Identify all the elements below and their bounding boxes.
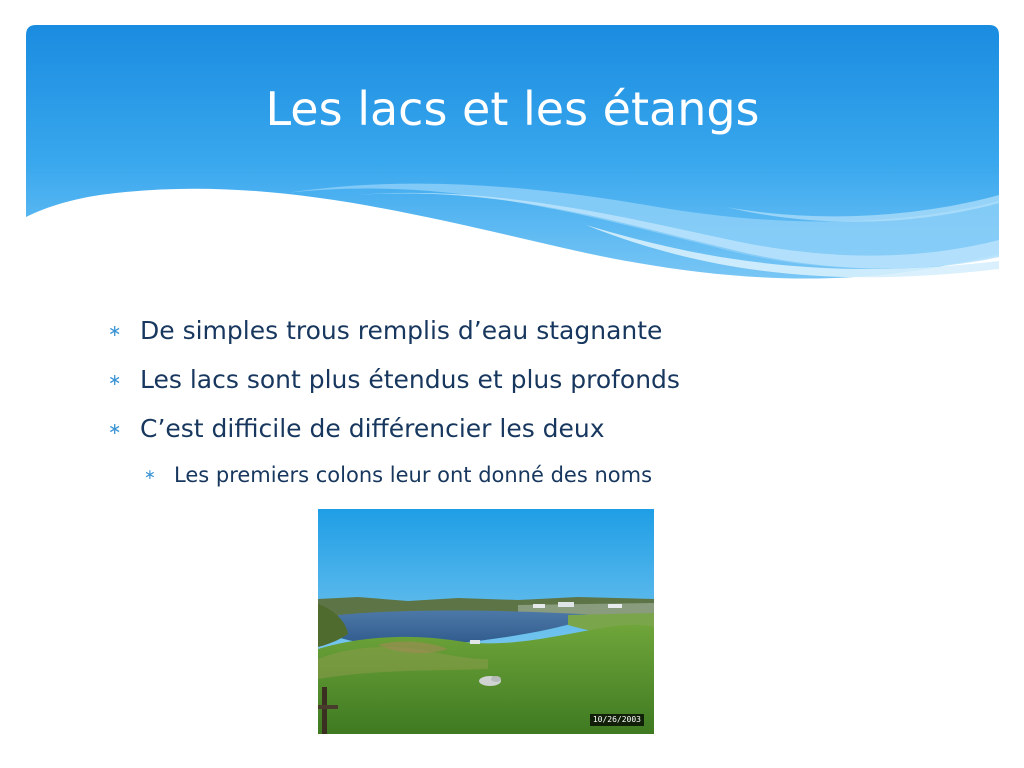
slide-title: Les lacs et les étangs	[265, 82, 760, 136]
lake-landscape-image	[318, 509, 654, 734]
bullet-asterisk-icon: ∗	[108, 419, 122, 438]
bullet-asterisk-icon: ∗	[108, 321, 122, 340]
bullet-asterisk-icon: ∗	[144, 467, 156, 483]
bullet-item	[108, 306, 928, 355]
bullet-item	[108, 404, 928, 453]
bullet-text: De simples trous remplis d’eau stagnante	[140, 316, 663, 345]
bullet-text: Les lacs sont plus étendus et plus profonds	[140, 365, 680, 394]
sub-bullet-text: Les premiers colons leur ont donné des noms	[174, 463, 653, 487]
sub-bullet-item	[108, 453, 928, 498]
lake-landscape-photo	[318, 509, 654, 734]
title-banner	[26, 25, 999, 290]
bullet-item	[108, 355, 928, 404]
bullet-asterisk-icon: ∗	[108, 370, 122, 389]
photo-date-stamp: 10/26/2003	[590, 714, 644, 726]
bullet-text: C’est difficile de différencier les deux	[140, 414, 605, 443]
wave-banner-graphic	[26, 25, 999, 290]
bullet-list	[108, 306, 928, 498]
